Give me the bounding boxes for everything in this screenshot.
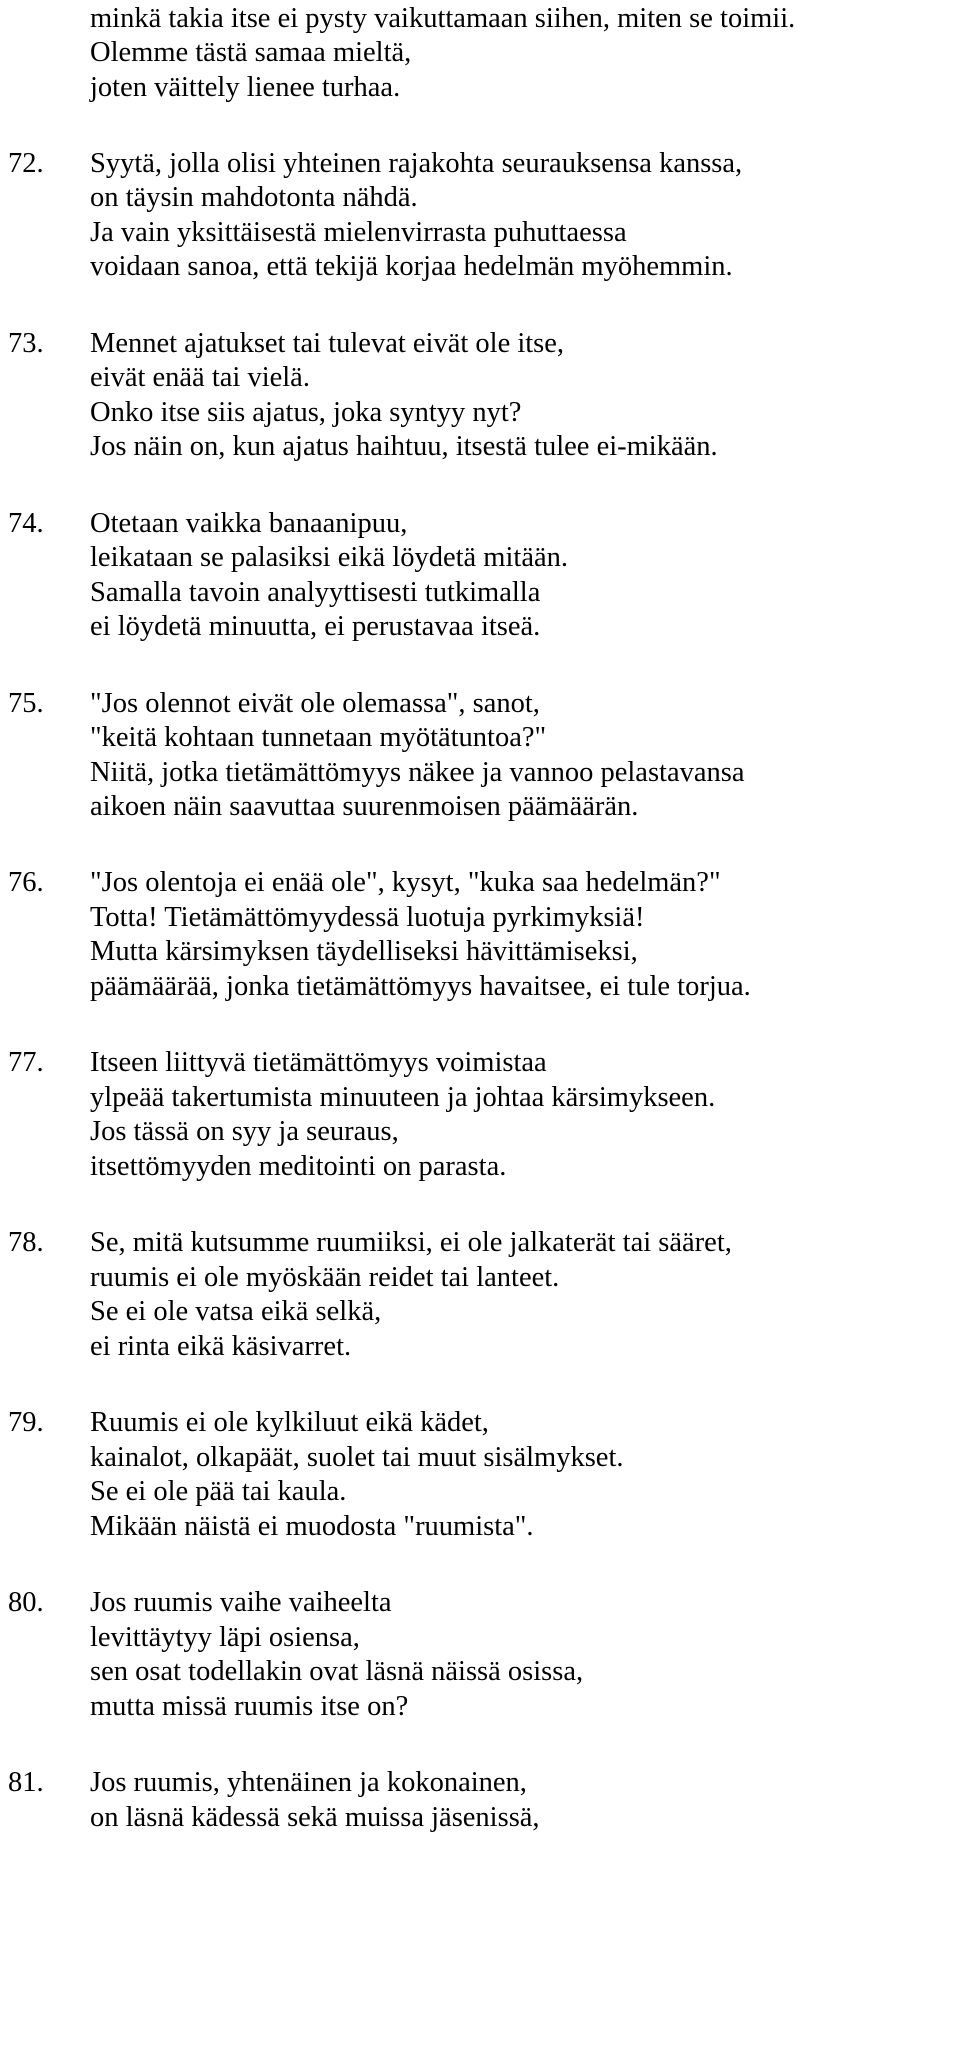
verse-74-line-3: Samalla tavoin analyyttisesti tutkimalla [90,577,541,608]
verse-74-line-1: Otetaan vaikka banaanipuu, [90,508,408,539]
verse-78-line-1: Se, mitä kutsumme ruumiiksi, ei ole jalkaterät tai sääret, [90,1227,732,1258]
verse-75-line-2: "keitä kohtaan tunnetaan myötätuntoa?" [90,722,547,753]
verse-80-number: 80. [8,1587,44,1618]
verse-72-number: 72. [8,148,44,179]
verse-72-line-1: Syytä, jolla olisi yhteinen rajakohta seurauksensa kanssa, [90,148,743,179]
verse-75-line-1: "Jos olennot eivät ole olemassa", sanot, [90,688,540,719]
verse-78-line-3: Se ei ole vatsa eikä selkä, [90,1296,382,1327]
verse-73-line-4: Jos näin on, kun ajatus haihtuu, itsestä tulee ei-mikään. [90,431,718,462]
verse-72-line-2: on täysin mahdotonta nähdä. [90,182,418,213]
verse-73-line-2: eivät enää tai vielä. [90,362,310,393]
verse-79-number: 79. [8,1407,44,1438]
verse-74-number: 74. [8,508,44,539]
verse-72-line-4: voidaan sanoa, että tekijä korjaa hedelmän myöhemmin. [90,251,733,282]
verse-75-line-3: Niitä, jotka tietämättömyys näkee ja vannoo pelastavansa [90,757,745,788]
verse-77-line-4: itsettömyyden meditointi on parasta. [90,1151,507,1182]
verse-76-number: 76. [8,867,44,898]
verse-80-line-4: mutta missä ruumis itse on? [90,1691,409,1722]
verse-0-line-2: Olemme tästä samaa mieltä, [90,37,412,68]
verse-75-line-4: aikoen näin saavuttaa suurenmoisen päämäärän. [90,791,639,822]
verse-79-line-4: Mikään näistä ei muodosta "ruumista". [90,1511,534,1542]
verse-76-line-3: Mutta kärsimyksen täydelliseksi hävittämiseksi, [90,936,638,967]
verse-77-line-2: ylpeää takertumista minuuteen ja johtaa kärsimykseen. [90,1082,716,1113]
verse-80-line-1: Jos ruumis vaihe vaiheelta [90,1587,392,1618]
verse-76-line-4: päämäärää, jonka tietämättömyys havaitsee, ei tule torjua. [90,971,751,1002]
verse-81-number: 81. [8,1767,44,1798]
verse-77-line-1: Itseen liittyvä tietämättömyys voimistaa [90,1047,547,1078]
verse-74-line-4: ei löydetä minuutta, ei perustavaa itseä. [90,611,541,642]
verse-73-line-1: Mennet ajatukset tai tulevat eivät ole itse, [90,328,565,359]
verse-78-number: 78. [8,1227,44,1258]
verse-80-line-2: levittäytyy läpi osiensa, [90,1622,360,1653]
verse-79-line-2: kainalot, olkapäät, suolet tai muut sisälmykset. [90,1442,624,1473]
verse-72-line-3: Ja vain yksittäisestä mielenvirrasta puhuttaessa [90,217,627,248]
verse-81-line-2: on läsnä kädessä sekä muissa jäsenissä, [90,1802,540,1833]
verse-76-line-1: "Jos olentoja ei enää ole", kysyt, "kuka saa hedelmän?" [90,867,721,898]
verse-81-line-1: Jos ruumis, yhtenäinen ja kokonainen, [90,1767,527,1798]
verse-73-line-3: Onko itse siis ajatus, joka syntyy nyt? [90,397,522,428]
verse-77-number: 77. [8,1047,44,1078]
verse-73-number: 73. [8,328,44,359]
verse-77-line-3: Jos tässä on syy ja seuraus, [90,1116,399,1147]
verse-79-line-3: Se ei ole pää tai kaula. [90,1476,347,1507]
verse-79-line-1: Ruumis ei ole kylkiluut eikä kädet, [90,1407,489,1438]
verse-75-number: 75. [8,688,44,719]
verse-80-line-3: sen osat todellakin ovat läsnä näissä osissa, [90,1656,584,1687]
verse-0-line-1: minkä takia itse ei pysty vaikuttamaan siihen, miten se toimii. [90,3,796,34]
verse-78-line-2: ruumis ei ole myöskään reidet tai lanteet. [90,1262,560,1293]
verse-76-line-2: Totta! Tietämättömyydessä luotuja pyrkimyksiä! [90,902,645,933]
verse-0-line-3: joten väittely lienee turhaa. [90,72,401,103]
verse-78-line-4: ei rinta eikä käsivarret. [90,1331,352,1362]
verse-74-line-2: leikataan se palasiksi eikä löydetä mitään. [90,542,568,573]
